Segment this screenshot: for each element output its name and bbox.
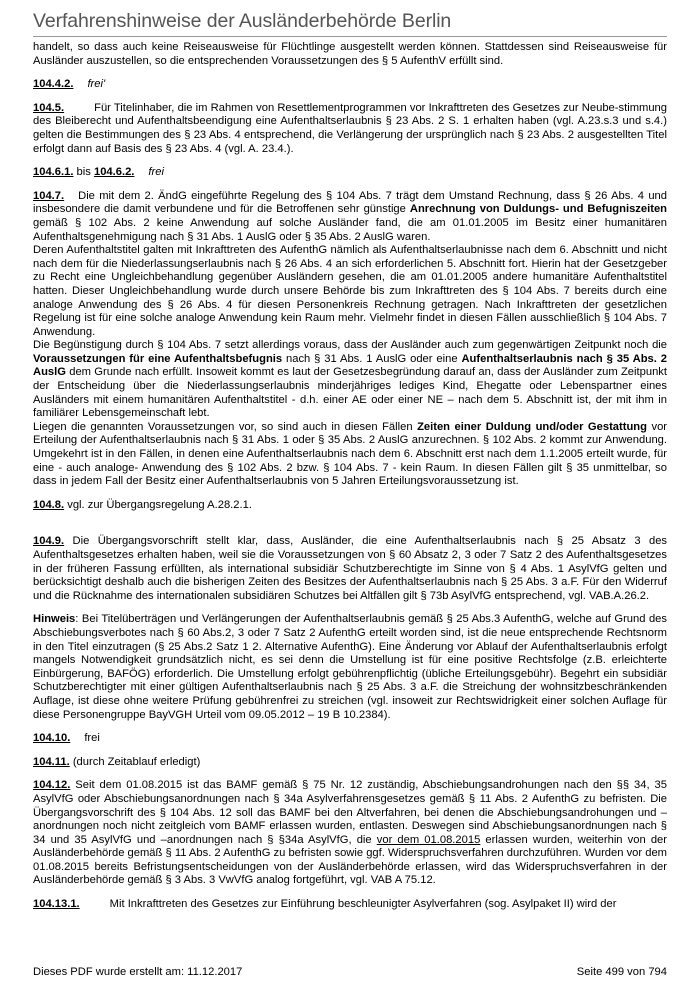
section-number[interactable]: 104.10. [33,732,71,745]
paragraph-continuation: handelt, so dass auch keine Reiseausweise für Flüchtlinge ausgestellt werden können. Stattdessen sind Reiseausweise für Ausländer auszustellen, so die entsprechenden Voraussetzungen des § 5 AufenthV erfüllt sind. [33,41,667,67]
section-104-11 [33,756,667,770]
hinweis-label: Hinweis [33,613,76,626]
section-104-10 [33,732,667,746]
section-text: (durch Zeitablauf erledigt) [72,755,201,768]
section-number[interactable]: 104.6.2. [93,166,135,179]
section-text: Für Titelinhaber, die im Rahmen von Resettlementprogrammen vor Inkrafttreten des Gesetzes zur Neube-stimmung des Bleiberecht und Aufenthaltsbeendigung eine Aufenthaltserlaubnis § 23 Abs. 2 S. 1 erhalten haben (vgl. A.23.s.3 und s.4.) gelten die Bestimmungen des § 23 Abs. 4 entsprechend, die Verlängerung der ursprünglich nach § 23 Abs. 2 ausgestellten Titel erfolgt dann auf Basis des § 23 Abs. 4 (vgl. A. 23.4.). [33,101,667,155]
hinweis-text: : Bei Titelüberträgen und Verlängerungen der Aufenthaltserlaubnis gemäß § 25 Abs.3 AufenthG, welche auf Grund des Abschiebungsverbotes nach § 60 Abs.2, 3 oder 7 Satz 2 AufenthG erteilt worden sind, ist die neue entsprechende Rechtsnorm in den Titel einzutragen (§ 25 Abs.2 Satz 1 2. Alternative AufenthG). Eine Änderung vor Ablauf der Aufenthaltserlaubnis erfolgt mangels Notwendigkeit grundsätzlich nicht, es sei denn die Umstellung ist für eine positive Rechtsfolge (z.B. erleichterte Einbürgerung, BAFÖG) erforderlich. Die Umstellung erfolgt gebührenpflichtig (übliche Erteilungsgebühr). Begehrt ein subsidiär Schutzberechtigter mit einer gültigen Aufenthaltserlaubnis nach § 25 Abs. 3 a.F. die Streichung der wohnsitzbeschränkenden Auflage, ist diese ohne weitere Prüfung gebührenfrei zu streichen (vgl. insoweit zur Rechtswidrigkeit einer solchen Auflage für diese Personengruppe BayVGH Urteil vom 09.05.2012 – 19 B 10.2384). [33,613,667,721]
section-text: frei' [87,78,106,91]
section-number[interactable]: 104.11. [33,755,70,768]
section-text: Die Übergangsvorschrift stellt klar, dass, Ausländer, die eine Aufenthaltserlaubnis nach § 25 Absatz 3 des Aufenthaltsgesetzes erhalten haben, weil sie die Voraussetzungen von § 60 Absatz 2, 3 oder 7 Satz 2 des Aufenthaltsgesetzes in der früheren Fassung erfüllten, als international subsidiär Schutzberechtigte im Sinne von § 4 Abs. 1 AsylVfG gelten und berücksichtigt deshalb auch die bisherigen Zeiten des Besitzes der Aufenthaltserlaubnis nach § 25 Abs. 3 a.F. Für den Widerruf und die Rücknahme des internationalen subsidiären Schutzes bei Altfällen gilt § 73b AsylVfG entsprechend, vgl. VAB.A.26.2. [33,535,668,602]
section-number[interactable]: 104.5. [33,101,65,114]
section-104-13-1 [33,898,667,912]
section-104-12: 104.12. Seit dem 01.08.2015 ist das BAMF gemäß § 75 Nr. 12 zuständig, Abschiebungsandrohungen nach den §§ 34, 35 AsylVfG oder Abschiebungsanordnungen nach § 34a Asylverfahrensgesetzes gemäß § 11 Abs. 2 AufenthG zu befristen. Die Übergangsvorschrift des § 104 Abs. 12 soll das BAMF bei den Altverfahren, bei denen die Abschiebungsandrohungen und –anordnungen noch nicht zeitgleich vom BAMF erlassen wurden, entlasten. Deswegen sind Abschiebungsanordnungen nach § 34 und 35 AsylVfG und –anordnungen nach § §34a AsylVfG, die vor dem 01.08.2015 erlassen wurden, weiterhin von der Ausländerbehörde gemäß § 11 Abs. 2 AufenthG zu befristen sowie ggf. Widerspruchsverfahren durchzuführen. Wurden vor dem 01.08.2015 bereits Befristungsentscheidungen von der Ausländerbehörde erlassen, wird das Widerspruchsverfahren in der Ausländerbehörde gemäß § 3 Abs. 3 VwVfG analog fortgeführt, vgl. VAB A 75.12. [33,779,667,887]
section-number[interactable]: 104.4.2. [33,78,74,91]
section-104-8 [33,499,667,513]
footer-created-date: Dieses PDF wurde erstellt am: 11.12.2017 [33,966,243,978]
section-104-5 [33,102,667,156]
section-text: Mit Inkrafttreten des Gesetzes zur Einführung beschleunigter Asylverfahren (sog. Asylpaket II) wird der [109,898,617,911]
section-104-6: 104.6.1. bis 104.6.2. frei [33,166,164,179]
section-number[interactable]: 104.8. [33,498,65,511]
section-number[interactable]: 104.13.1. [33,898,80,911]
header-title: Verfahrenshinweise der Ausländerbehörde Berlin [33,10,452,32]
document-body [33,41,667,922]
section-number[interactable]: 104.7. [33,189,65,202]
section-number[interactable]: 104.12. [33,779,71,792]
hinweis-note [33,613,667,722]
section-text: frei [84,732,100,745]
section-number[interactable]: 104.6.1. [33,166,74,179]
page-header [33,10,667,37]
section-104-4-2 [33,78,667,92]
section-text: frei [148,166,164,179]
section-104-9 [33,535,667,603]
section-number[interactable]: 104.9. [33,535,65,548]
page-footer [33,966,667,978]
section-104-7: 104.7. Die mit dem 2. ÄndG eingeführte Regelung des § 104 Abs. 7 trägt dem Umstand Rechnung, dass § 26 Abs. 4 und insbesondere die damit verbundene und für die Betroffenen sehr günstige Anrechnung von Duldungs- und Befugniszeiten gemäß § 102 Abs. 2 keine Anwendung auf solche Ausländer fand, die am 01.01.2005 im Besitz einer humanitären Aufenthaltsgenehmigung nach § 31 Abs. 1 AuslG oder § 35 Abs. 2 AuslG waren. Deren Aufenthaltstitel galten mit Inkrafttreten des AufenthG nämlich als Aufenthaltserlaubnisse nach dem 6. Abschnitt und nicht nach dem für die Niederlassungserlaubnis nach § 26 Abs. 4 an sich erforderlichen 5. Abschnitt fort. Hierin hat der Gesetzgeber zu Recht eine Ungleichbehandlung gegenüber Ausländern gesehen, die am 01.01.2005 andere humanitäre Aufenthaltstitel hatten. Dieser Ungleichbehandlung wurde durch unsere Behörde bis zum Inkrafttreten des § 104 Abs. 7 bereits durch eine analoge Anwendung des § 26 Abs. 4 für diesen Personenkreis Rechnung getragen. Nach Inkrafttreten der gesetzlichen Regelung ist für eine solche analoge Anwendung kein Raum mehr. Vielmehr findet in diesen Fällen ausschließlich § 104 Abs. 7 Anwendung. Die Begünstigung durch § 104 Abs. 7 setzt allerdings voraus, dass der Ausländer auch zum gegenwärtigen Zeitpunkt noch die Voraussetzungen für eine Aufenthaltsbefugnis nach § 31 Abs. 1 AuslG oder eine Aufenthaltserlaubnis nach § 35 Abs. 2 AuslG dem Grunde nach erfüllt. Insoweit kommt es laut der Gesetzesbegründung darauf an, dass der Ausländer zum Zeitpunkt der Entscheidung über die Niederlassungserlaubnis minderjähriges ledig​es Kind, Ehegatte oder Lebenspartner eines Ausländers mit einem humanitären Aufenthaltstitel - d.h. einer AE oder einer NE – nach dem 5. Abschnitt ist, der mit ihm in familiärer Lebensgemeinschaft lebt. Liegen die genannten Voraussetzungen vor, so sind auch in diesen Fällen Zeiten einer Duldung und/oder Gestattung vor Erteilung der Aufenthaltserlaubnis nach § 31 Abs. 1 oder § 35 Abs. 2 AuslG anzurechnen. § 102 Abs. 2 kommt zur Anwendung. Umgekehrt ist in den Fällen, in denen eine Aufenthaltserlaubnis nach dem 6. Abschnitt erst nach dem 1.1.2005 erteilt wurde, für eine - auch analoge- Anwendung des § 102 Abs. 2 bzw. § 104 Abs. 7 - kein Raum. In diesen Fällen gilt § 35 unmittelbar, so dass in jedem Fall der Besitz einer Aufenthaltserlaubnis von 5 Jahren Erteilungsvoraussetzung ist. [33,189,668,488]
section-text: vgl. zur Übergangsregelung A.28.2.1. [67,498,252,511]
footer-page-number: Seite 499 von 794 [576,966,667,978]
